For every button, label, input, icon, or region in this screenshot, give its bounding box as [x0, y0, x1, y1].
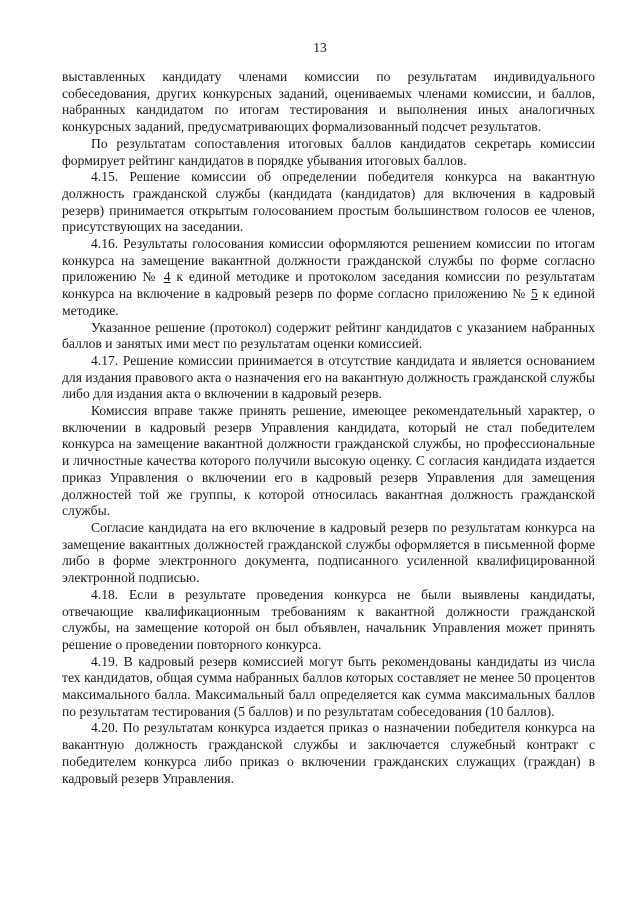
- paragraph-4-17: 4.17. Решение комиссии принимается в отсутствие кандидата и является основанием для издания правового акта о назначения его на вакантную должность гражданской службы либо для издания акта о включении в кадровый резерв.: [62, 352, 595, 402]
- paragraph-recommendation: Комиссия вправе также принять решение, имеющее рекомендательный характер, о включении в кадровый резерв Управления кандидата, который не стал победителем конкурса на замещение вакантной должности гражданской службы, но профессиональные и личностные качества которого получили высокую оценку. С согласия кандидата издается приказ Управления о включении его в кадровый резерв Управления для замещения должностей той же группы, к которой относилась вакантная должность гражданской службы.: [62, 403, 595, 519]
- paragraph-consent: Согласие кандидата на его включение в кадровый резерв по результатам конкурса на замещение вакантных должностей гражданской службы оформляется в письменной форме либо в форме электронного документа, подписанного усиленной квалифицированной электронной подписью.: [62, 519, 595, 586]
- appendix-4-link[interactable]: 4: [163, 269, 171, 285]
- paragraph-4-16-text-b: к единой методике и протоколом заседания комиссии по результатам конкурса на включение в кадровый резерв по форме согласно приложению №: [62, 269, 596, 302]
- appendix-5-link[interactable]: 5: [531, 286, 538, 302]
- paragraph-4-16-text-c: к единой методике.: [62, 286, 595, 318]
- paragraph-continuation: выставленных кандидату членами комиссии по результатам индивидуального собеседования, других конкурсных заданий, оцениваемых членами комиссии, и баллов, набранных кандидатом по итогам тестирования и выполнения иных аналогичных конкурсных заданий, предусматривающих формализованный подсчет результатов.: [62, 69, 595, 135]
- paragraph-4-16: [62, 236, 595, 320]
- document-body: [62, 69, 595, 787]
- paragraph-protocol: Указанное решение (протокол) содержит рейтинг кандидатов с указанием набранных баллов и занятых ими мест по результатам оценки комиссией.: [62, 319, 595, 352]
- paragraph-rating: По результатам сопоставления итоговых баллов кандидатов секретарь комиссии формирует рейтинг кандидатов в порядке убывания итоговых баллов.: [62, 135, 595, 168]
- page-number: 13: [313, 40, 327, 55]
- paragraph-4-16-text-a: 4.16. Результаты голосования комиссии оформляются решением комиссии по итогам конкурса на замещение вакантной должности гражданской службы по форме согласно приложению №: [62, 236, 595, 285]
- paragraph-4-19: 4.19. В кадровый резерв комиссией могут быть рекомендованы кандидаты из числа тех кандидатов, общая сумма набранных баллов которых составляет не менее 50 процентов максимального балла. Максимальный балл определяется как сумма максимальных баллов по результатам тестирования (5 баллов) и по результатам собеседования (10 баллов).: [62, 653, 595, 719]
- paragraph-4-15: 4.15. Решение комиссии об определении победителя конкурса на вакантную должность гражданской службы (кандидата (кандидатов) для включения в кадровый резерв) принимается открытым голосованием простым большинством голосов ее членов, присутствующих на заседании.: [62, 169, 595, 235]
- paragraph-4-20: 4.20. По результатам конкурса издается приказ о назначении победителя конкурса на вакантную должность гражданской службы и заключается служебный контракт с победителем конкурса либо приказ о включении гражданских служащих (граждан) в кадровый резерв Управления.: [62, 720, 595, 786]
- paragraph-4-18: 4.18. Если в результате проведения конкурса не были выявлены кандидаты, отвечающие квалификационным требованиям к вакантной должности гражданской службы, на замещение которой он был объявлен, начальник Управления может принять решение о проведении повторного конкурса.: [62, 586, 595, 652]
